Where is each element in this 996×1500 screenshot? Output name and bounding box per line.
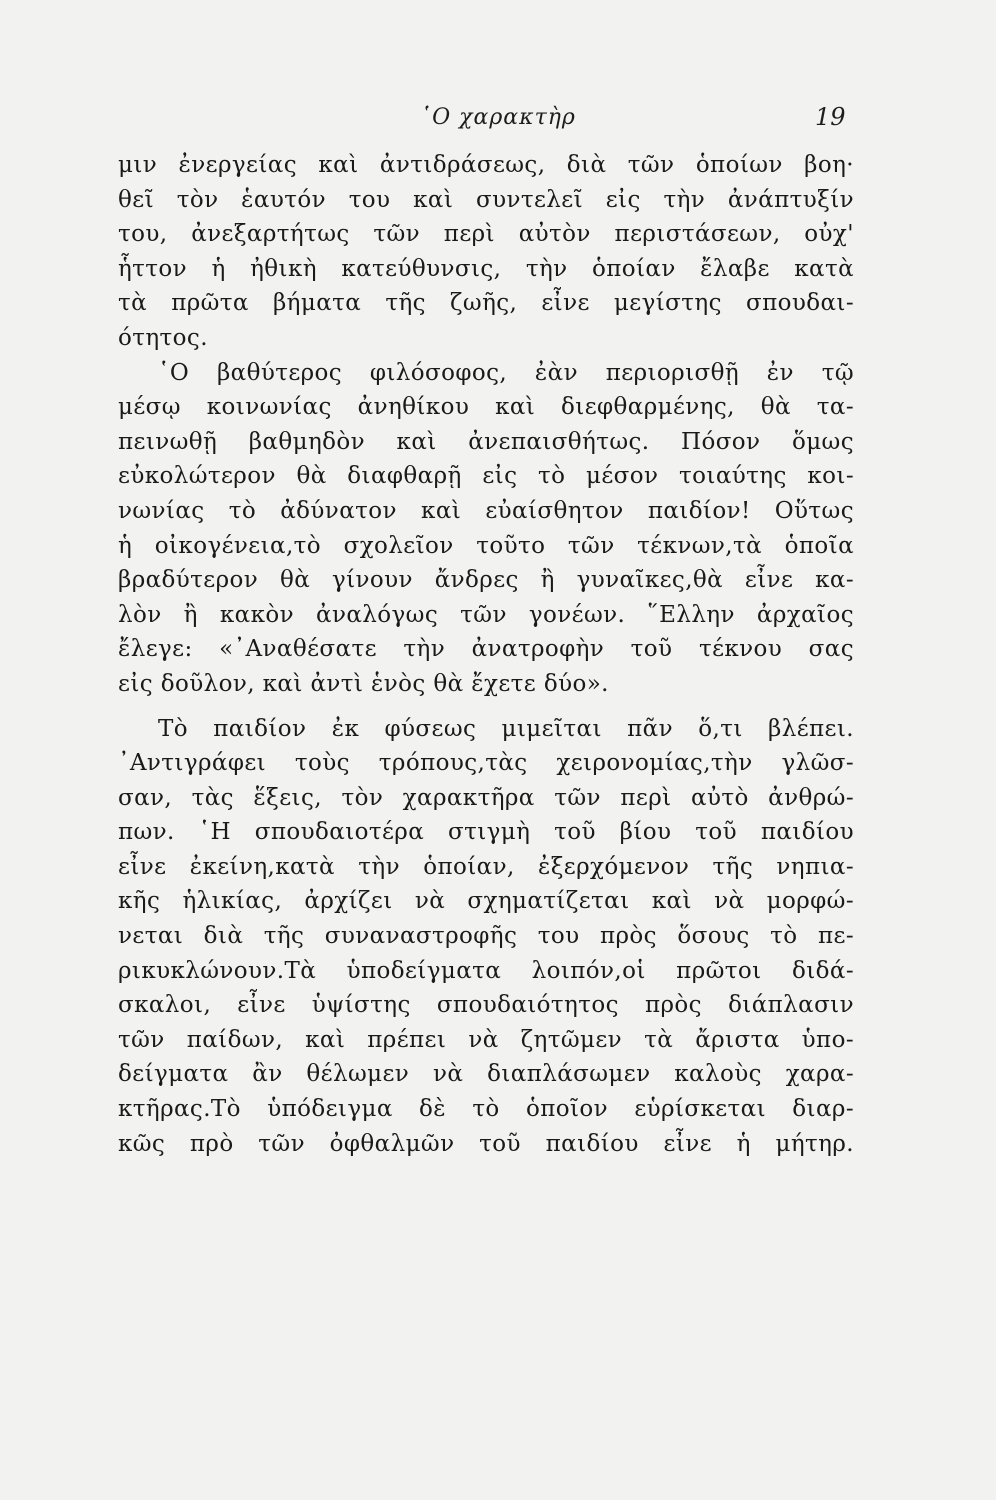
text-line: εἰς δοῦλον, καὶ ἀντὶ ἑνὸς θὰ ἔχετε δύο». <box>118 670 609 697</box>
text-line: ἧττον ἡ ἠθικὴ κατεύθυνσις, τὴν ὁποίαν ἔλαβε κατὰ <box>118 255 854 282</box>
page-number: 19 <box>815 103 846 131</box>
text-line: βραδύτερον θὰ γίνουν ἄνδρες ἢ γυναῖκες,θὰ εἶνε κα- <box>118 567 854 594</box>
text-line: ότητος. <box>118 324 208 351</box>
text-line: πων. ῾Η σπουδαιοτέρα στιγμὴ τοῦ βίου τοῦ παιδίου <box>118 819 854 846</box>
text-line: Τὸ παιδίον ἐκ φύσεως μιμεῖται πᾶν ὅ,τι βλέπει. <box>158 715 854 742</box>
body-text <box>118 148 854 1161</box>
text-line: σκαλοι, εἶνε ὑψίστης σπουδαιότητος πρὸς διάπλασιν <box>118 992 854 1019</box>
text-line: κτῆρας.Τὸ ὑπόδειγμα δὲ τὸ ὁποῖον εὑρίσκεται διαρ- <box>118 1096 854 1123</box>
text-line: δείγματα ἂν θέλωμεν νὰ διαπλάσωμεν καλοὺς χαρα- <box>118 1061 854 1088</box>
text-line: ἡ οἰκογένεια,τὸ σχολεῖον τοῦτο τῶν τέκνων,τὰ ὁποῖα <box>118 532 854 559</box>
text-line: ἔλεγε: «᾿Αναθέσατε τὴν ἀνατροφὴν τοῦ τέκνου σας <box>118 636 854 663</box>
text-line: εὐκολώτερον θὰ διαφθαρῇ εἰς τὸ μέσον τοιαύτης κοι- <box>118 463 854 490</box>
text-line: νωνίας τὸ ἀδύνατον καὶ εὐαίσθητον παιδίον! Οὕτως <box>118 497 854 524</box>
text-line: πεινωθῇ βαθμηδὸν καὶ ἀνεπαισθήτως. Πόσον ὅμως <box>118 428 854 455</box>
text-line: κῶς πρὸ τῶν ὀφθαλμῶν τοῦ παιδίου εἶνε ἡ μήτηρ. <box>118 1130 854 1157</box>
text-line: μιν ἐνεργείας καὶ ἀντιδράσεως, διὰ τῶν ὁποίων βοη· <box>118 152 854 178</box>
text-line: νεται διὰ τῆς συναναστροφῆς του πρὸς ὅσους τὸ πε- <box>118 923 854 950</box>
text-line: τῶν παίδων, καὶ πρέπει νὰ ζητῶμεν τὰ ἄριστα ὑπο- <box>118 1026 854 1053</box>
text-line: μέσῳ κοινωνίας ἀνηθίκου καὶ διεφθαρμένης, θὰ τα- <box>118 394 854 421</box>
text-line: κῆς ἡλικίας, ἀρχίζει νὰ σχηματίζεται καὶ νὰ μορφώ- <box>118 888 854 915</box>
text-line: ρικυκλώνουν.Τὰ ὑποδείγματα λοιπόν,οἱ πρῶτοι διδά- <box>118 957 854 984</box>
text-line: λὸν ἢ κακὸν ἀναλόγως τῶν γονέων. ῞Ελλην ἀρχαῖος <box>118 601 854 628</box>
text-line: σαν, τὰς ἕξεις, τὸν χαρακτῆρα τῶν περὶ αὐτὸ ἀνθρώ- <box>118 784 854 811</box>
text-line: θεῖ τὸν ἑαυτόν του καὶ συντελεῖ εἰς τὴν ἀνάπτυξίν <box>118 186 854 213</box>
text-line: εἶνε ἐκείνη,κατὰ τὴν ὁποίαν, ἐξερχόμενον τῆς νηπια- <box>118 853 854 880</box>
text-line: τὰ πρῶτα βήματα τῆς ζωῆς, εἶνε μεγίστης σπουδαι- <box>118 290 854 317</box>
text-line: ῾Ο βαθύτερος φιλόσοφος, ἐὰν περιορισθῇ ἐν τῷ <box>158 359 854 386</box>
text-line: του, ἀνεξαρτήτως τῶν περὶ αὐτὸν περιστάσεων, οὐχ' <box>118 221 854 248</box>
text-line: ᾿Αντιγράφει τοὺς τρόπους,τὰς χειρονομίας,τὴν γλῶσ- <box>118 750 854 777</box>
running-header-title: ῾Ο χαρακτὴρ <box>420 105 576 130</box>
